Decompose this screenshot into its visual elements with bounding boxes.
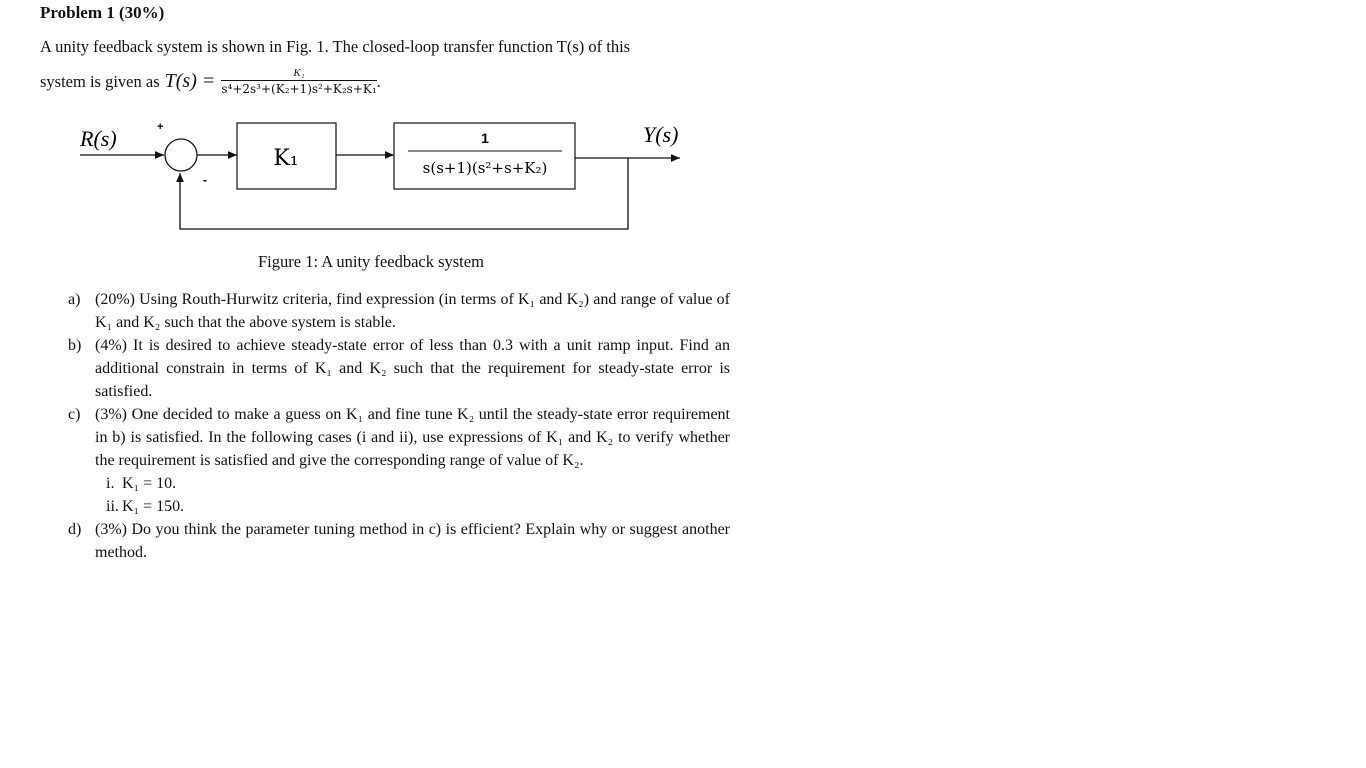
problem-parts xyxy=(68,288,730,564)
part-text: (4%) It is desired to achieve steady-state error of less than 0.3 with a unit ramp input. Find an additional constrain in terms of K₁ and K₂ such that the requirement for steady-state error is satisfied. xyxy=(95,337,730,400)
output-label: Y(s) xyxy=(643,122,679,147)
intro-prefix: system is given as xyxy=(40,71,160,91)
tf-suffix: . xyxy=(376,71,381,91)
part-d xyxy=(68,518,730,564)
subcase-label: i. xyxy=(106,475,115,492)
subcase-i xyxy=(68,472,730,495)
subcase-label: ii. xyxy=(106,498,119,515)
part-label: d) xyxy=(68,521,82,538)
subcase-text: K₁ = 10. xyxy=(122,475,177,492)
subcase-ii xyxy=(68,495,730,518)
figure-caption: Figure 1: A unity feedback system xyxy=(258,252,484,271)
intro-line-2 xyxy=(40,67,732,96)
minus-sign: - xyxy=(203,173,207,187)
part-label: a) xyxy=(68,291,81,308)
part-a xyxy=(68,288,730,334)
part-c xyxy=(68,403,730,472)
summing-junction xyxy=(165,139,197,171)
intro-line-1: A unity feedback system is shown in Fig. 1. The closed-loop transfer function T(s) of this xyxy=(40,37,631,56)
part-label: b) xyxy=(68,337,82,354)
tf-lhs: T(s) = xyxy=(164,70,216,92)
plant-numerator: 1 xyxy=(481,130,489,146)
part-text: (3%) Do you think the parameter tuning method in c) is efficient? Explain why or suggest another method. xyxy=(95,521,730,561)
tf-denominator: s⁴+2s³+(K₂+1)s²+K₂s+K₁ xyxy=(221,82,377,96)
problem-title: Problem 1 (30%) xyxy=(40,3,165,22)
part-text: (3%) One decided to make a guess on K₁ and fine tune K₂ until the steady-state error requirement in b) is satisfied. In the following cases (i and ii), use expressions of K₁ and K₂ to verify whether the requirement is satisfied and give the corresponding range of value of K₂. xyxy=(95,406,730,469)
transfer-function-fraction xyxy=(221,67,376,96)
gain-block-label: K₁ xyxy=(273,146,299,171)
part-b xyxy=(68,334,730,403)
block-diagram xyxy=(60,112,700,234)
part-label: c) xyxy=(68,406,81,423)
part-text: (20%) Using Routh-Hurwitz criteria, find expression (in terms of K₁ and K₂) and range of value of K₁ and K₂ such that the above system is stable. xyxy=(95,291,730,331)
input-label: R(s) xyxy=(80,126,117,151)
subcase-text: K₁ = 150. xyxy=(122,498,185,515)
plant-denominator: s(s+1)(s²+s+K₂) xyxy=(422,159,548,177)
plus-sign: + xyxy=(157,121,164,133)
tf-numerator: K₁ xyxy=(293,67,305,79)
